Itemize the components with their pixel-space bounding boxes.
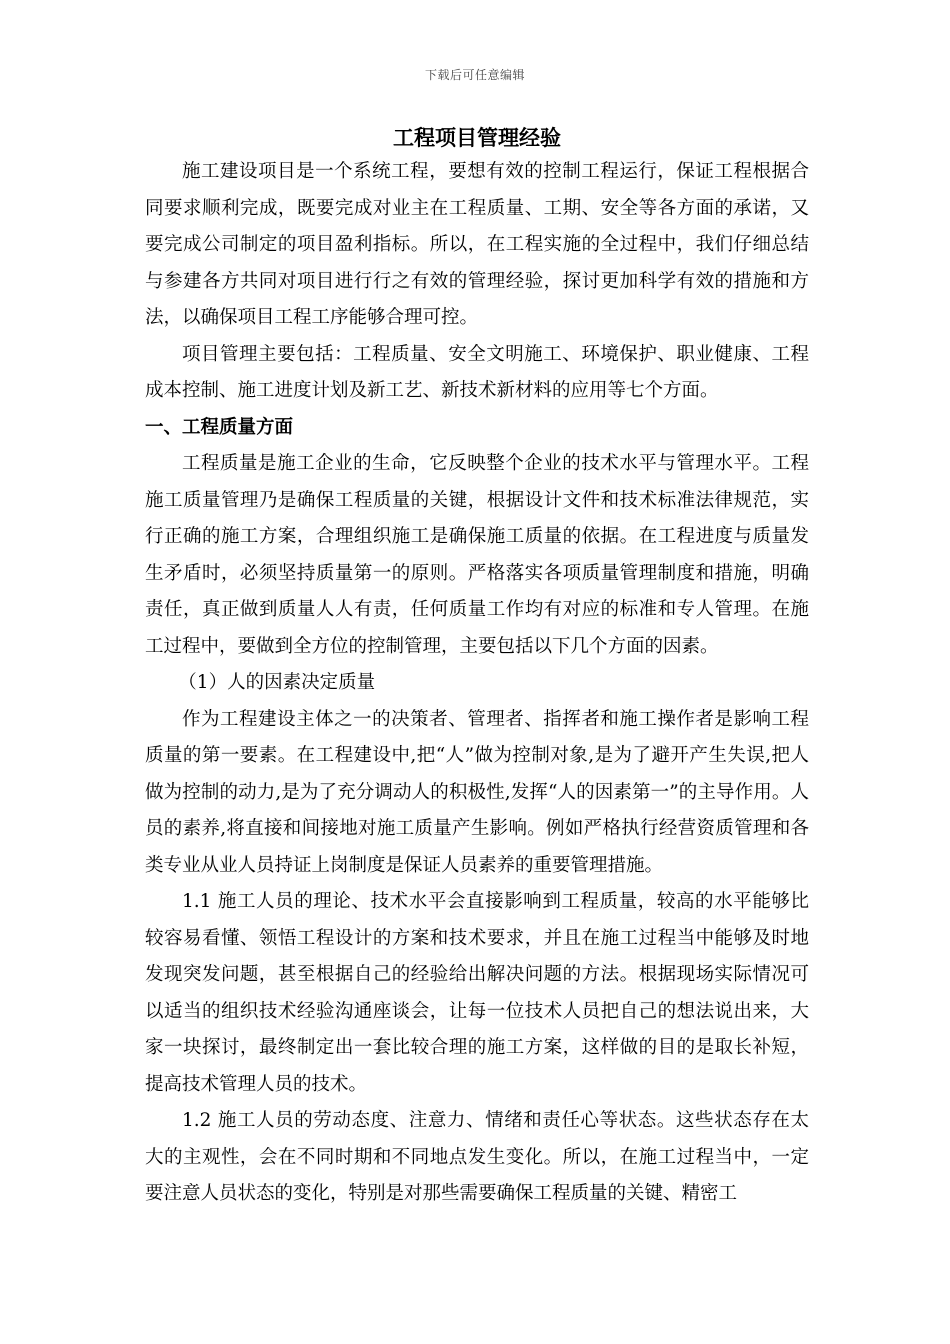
- paragraph-item-1-2: 1.2 施工人员的劳动态度、注意力、情绪和责任心等状态。这些状态存在太大的主观性，会在不同时期和不同地点发生变化。所以，在施工过程当中，一定要注意人员状态的变化，特别是对那些需要确保工程质量的关键、精密工: [145, 1110, 809, 1204]
- document-title: 工程项目管理经验: [393, 126, 561, 150]
- subheading-human-factor: （1）人的因素决定质量: [178, 672, 376, 693]
- paragraph-scope: 项目管理主要包括：工程质量、安全文明施工、环境保护、职业健康、工程成本控制、施工进度计划及新工艺、新技术新材料的应用等七个方面。: [145, 343, 809, 401]
- paragraph-human-factor: 作为工程建设主体之一的决策者、管理者、指挥者和施工操作者是影响工程质量的第一要素。在工程建设中,把“人”做为控制对象,是为了避开产生失误,把人做为控制的动力,是为了充分调动人的积极性,发挥“人的因素第一”的主导作用。人员的素养,将直接和间接地对施工质量产生影响。例如严格执行经营资质管理和各类专业从业人员持证上岗制度是保证人员素养的重要管理措施。: [145, 708, 809, 876]
- section-heading-quality: 一、工程质量方面: [145, 416, 294, 438]
- paragraph-item-1-1: 1.1 施工人员的理论、技术水平会直接影响到工程质量，较高的水平能够比较容易看懂、领悟工程设计的方案和技术要求，并且在施工过程当中能够及时地发现突发问题，甚至根据自己的经验给出解决问题的方法。根据现场实际情况可以适当的组织技术经验沟通座谈会，让每一位技术人员把自己的想法说出来，大家一块探讨，最终制定出一套比较合理的施工方案，这样做的目的是取长补短，提高技术管理人员的技术。: [145, 891, 809, 1095]
- header-note: 下载后可任意编辑: [424, 68, 525, 82]
- document-body: [145, 122, 809, 1213]
- paragraph-quality: 工程质量是施工企业的生命，它反映整个企业的技术水平与管理水平。工程施工质量管理乃是确保工程质量的关键，根据设计文件和技术标准法律规范，实行正确的施工方案，合理组织施工是确保施工质量的依据。在工程进度与质量发生矛盾时，必须坚持质量第一的原则。严格落实各项质量管理制度和措施，明确责任，真正做到质量人人有责，任何质量工作均有对应的标准和专人管理。在施工过程中，要做到全方位的控制管理，主要包括以下几个方面的因素。: [145, 453, 809, 657]
- paragraph-intro: 施工建设项目是一个系统工程，要想有效的控制工程运行，保证工程根据合同要求顺利完成，既要完成对业主在工程质量、工期、安全等各方面的承诺，又要完成公司制定的项目盈利指标。所以，在工程实施的全过程中，我们仔细总结与参建各方共同对项目进行行之有效的管理经验，探讨更加科学有效的措施和方法，以确保项目工程工序能够合理可控。: [145, 161, 809, 328]
